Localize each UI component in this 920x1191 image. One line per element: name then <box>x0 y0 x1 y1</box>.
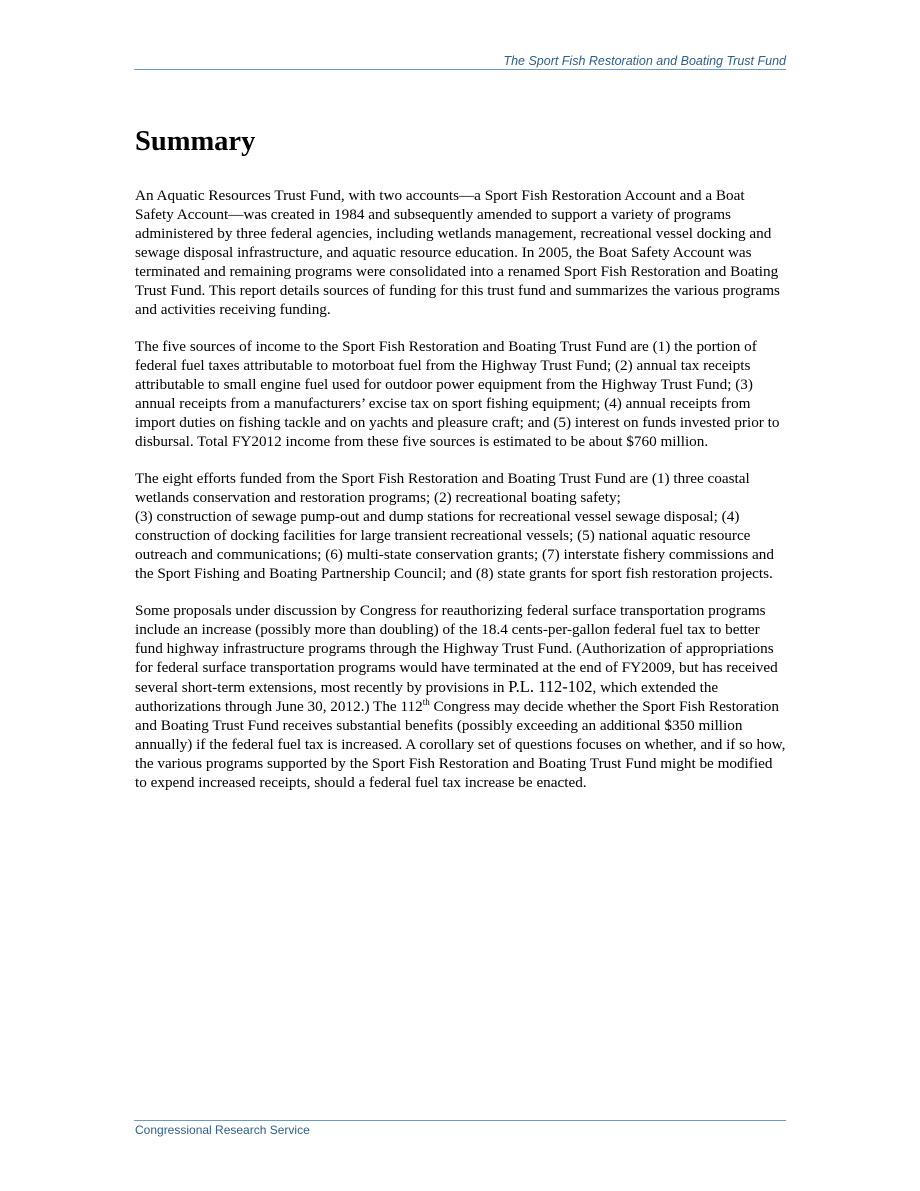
funded-efforts-part-1: The eight efforts funded from the Sport Fish Restoration and Boating Trust Fund are (1) three coastal wetlands conservation and restoration programs; (2) recreational boating safety; <box>135 470 750 506</box>
paragraph-funded-efforts <box>135 469 787 583</box>
footer-rule <box>134 1120 786 1121</box>
reauthorization-text-1: Some proposals under discussion by Congress for reauthorizing federal surface transportation programs include an increase (possibly more than doubling) of the 18.4 cents-per-gallon federal fuel tax to better fund highway infrastructure programs through the Highway Trust Fund. (Authorization of appropriations for federal surface transportation programs would have terminated at the end of FY2009, but has received several short-term extensions, most recently by provisions in <box>135 602 778 696</box>
ordinal-suffix: th <box>422 696 430 707</box>
reauthorization-text-3: Congress may decide whether the Sport Fish Restoration and Boating Trust Fund receives substantial benefits (possibly exceeding an additional $350 million annually) if the federal fuel tax is increased. A corollary set of questions focuses on whether, and if so how, the various programs supported by the Sport Fish Restoration and Boating Trust Fund might be modified to expend increased receipts, should a federal fuel tax increase be enacted. <box>135 698 786 791</box>
summary-section <box>135 124 787 810</box>
section-heading: Summary <box>135 126 256 157</box>
paragraph-reauthorization <box>135 601 787 792</box>
reauthorization-text-2: , which extended the authorizations through June 30, 2012.) The 112 <box>135 679 719 715</box>
paragraph-trust-fund-history: An Aquatic Resources Trust Fund, with two accounts—a Sport Fish Restoration Account and a Boat Safety Account—was created in 1984 and subsequently amended to support a variety of programs administered by three federal agencies, including wetlands management, recreational vessel docking and sewage disposal infrastructure, and aquatic resource education. In 2005, the Boat Safety Account was terminated and remaining programs were consolidated into a renamed Sport Fish Restoration and Boating Trust Fund. This report details sources of funding for this trust fund and summarizes the various programs and activities receiving funding. <box>135 187 780 318</box>
header-rule <box>134 69 786 70</box>
funded-efforts-part-2: (3) construction of sewage pump-out and dump stations for recreational vessel sewage disposal; (4) construction of docking facilities for large transient recreational vessels; (5) national aquatic resource outreach and communications; (6) multi-state conservation grants; (7) interstate fishery commissions and the Sport Fishing and Boating Partnership Council; and (8) state grants for sport fish restoration projects. <box>135 508 774 582</box>
running-header-title: The Sport Fish Restoration and Boating Trust Fund <box>503 54 786 68</box>
paragraph-income-sources: The five sources of income to the Sport Fish Restoration and Boating Trust Fund are (1) the portion of federal fuel taxes attributable to motorboat fuel from the Highway Trust Fund; (2) annual tax receipts attributable to small engine fuel used for outdoor power equipment from the Highway Trust Fund; (3) annual receipts from a manufacturers’ excise tax on sport fishing equipment; (4) annual receipts from import duties on fishing tackle and on yachts and pleasure craft; and (5) interest on funds invested prior to disbursal. Total FY2012 income from these five sources is estimated to be about $760 million. <box>135 338 780 450</box>
footer-publisher: Congressional Research Service <box>135 1123 310 1137</box>
public-law-citation: P.L. 112-102 <box>508 677 593 696</box>
